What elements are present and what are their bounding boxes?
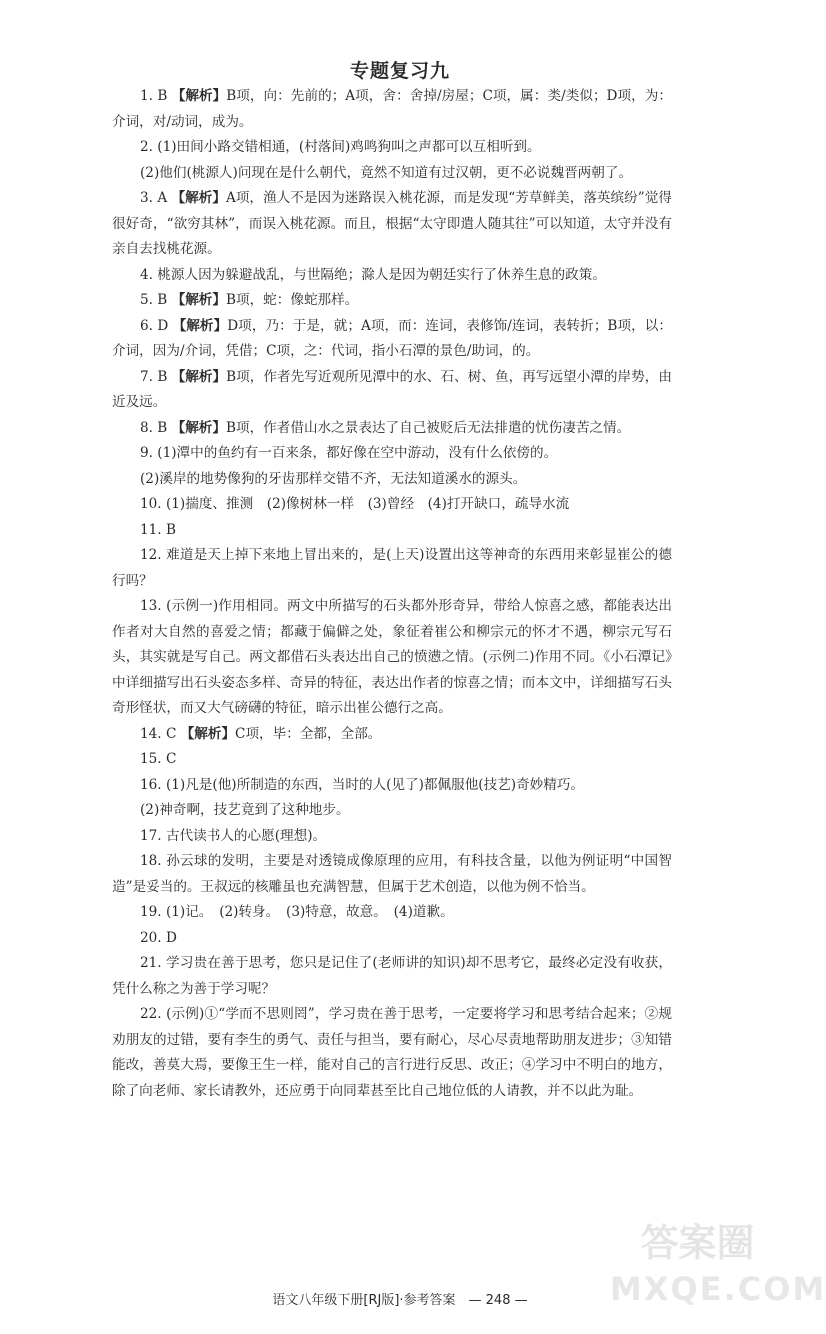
answer-number: 21. [140,955,167,971]
answer-item [112,314,672,365]
answer-number: 8. B [140,419,172,436]
answer-text: 孙云球的发明，主要是对透镜成像原理的应用，有科技含量，以他为例证明“中国智造”是妥当的。王叔远的核雕虽也充满智慧，但属于艺术创造，以他为例不恰当。 [112,853,672,895]
analysis-tag: 【解析】 [171,292,226,308]
answer-item [112,441,672,467]
answer-number: 6. D [140,317,173,334]
answer-item [112,135,672,161]
answer-number: 13. [140,598,167,614]
analysis-tag: 【解析】 [171,88,227,104]
page-footer: 语文八年级下册[RJ版]·参考答案 — 248 — [272,1293,528,1308]
answer-text: B项，作者借山水之景表达了自己被贬后无法排遣的忧伤凄苦之情。 [225,419,631,436]
answer-number: 5. B [140,292,172,308]
answer-text: (示例一)作用相同。两文中所描写的石头都外形奇异，带给人惊喜之感，都能表达出作者对大自然的喜爱之情；都藏于偏僻之处，象征着崔公和柳宗元的怀才不遇，柳宗元写石头，其实就是写自己。两文都借石头表达出自己的愤懑之情。(示例二)作用不同。《小石潭记》中详细描写出石头姿态多样、奇异的特征，表达出作者的惊喜之情；而本文中，详细描写石头奇形怪状，而又大气磅礴的特征，暗示出崔公德行之高。 [112,598,672,716]
answer-number: 18. [140,853,167,869]
answer-text: (2)神奇啊，技艺竟到了这种地步。 [140,802,350,818]
answer-item [112,951,672,1002]
answer-number: 1. B [140,88,172,104]
answer-text: 古代读书人的心愿(理想)。 [165,827,327,844]
answer-text: (1)凡是(他)所制造的东西，当时的人(见了)都佩服他(技艺)奇妙精巧。 [165,776,585,793]
answer-text: C项，毕：全都，全部。 [235,725,382,742]
answer-item [112,543,672,594]
answer-text: (1)潭中的鱼约有一百来条，都好像在空中游动，没有什么依傍的。 [157,445,558,461]
analysis-tag: 【解析】 [171,368,227,385]
answer-text: D项，乃：于是，就；A项，而：连词，表修饰/连词，表转折；B项，以：介词，因为/介词，凭借；C项，之：代词，指小石潭的景色/助词，的。 [112,317,672,359]
watermark-logo [610,1212,826,1322]
answer-item [112,161,672,187]
analysis-tag: 【解析】 [180,725,236,742]
answer-item [112,467,672,493]
answer-number: 7. B [140,368,172,385]
answer-number: 4. [140,266,158,283]
answer-item [112,365,672,416]
answer-item [112,1002,672,1104]
answer-item [112,926,672,952]
answer-number: 22. [140,1006,167,1022]
answer-text: B项，向：先前的；A项，舍：舍掉/房屋；C项，属：类/类似；D项，为：介词，对/动词，成为。 [112,88,673,130]
answer-item [112,263,672,289]
watermark-text: 答案圈 [640,1221,755,1265]
answer-item [112,824,672,850]
answer-item [112,773,672,799]
analysis-tag: 【解析】 [171,190,226,206]
answer-number: 9. [140,445,158,461]
answer-text: (示例)①“学而不思则罔”，学习贵在善于思考，一定要将学习和思考结合起来；②规劝朋友的过错，要有李生的勇气、责任与担当，要有耐心，尽心尽责地帮助朋友进步；③知错能改，善莫大焉，要像王生一样，能对自己的言行进行反思、改正；④学习中不明白的地方，除了向老师、家长请教外，还应勇于向同辈甚至比自己地位低的人请教，并不以此为耻。 [112,1006,672,1099]
answer-body [112,84,672,1104]
answer-item [112,84,672,135]
analysis-tag: 【解析】 [171,419,226,436]
answer-text: (2)溪岸的地势像狗的牙齿那样交错不齐，无法知道溪水的源头。 [140,470,527,487]
answer-text: B项，作者先写近观所见潭中的水、石、树、鱼，再写远望小潭的岸势，由近及远。 [112,368,672,410]
answer-text: 桃源人因为躲避战乱，与世隔绝；滁人是因为朝廷实行了休养生息的政策。 [157,266,606,283]
answer-item [112,900,672,926]
answer-number: 16. [140,776,166,793]
answer-item [112,518,672,544]
answer-text: B项，蛇：像蛇那样。 [225,292,359,308]
answer-text: (1)田间小路交错相通，(村落间)鸡鸣狗叫之声都可以互相听到。 [157,139,541,155]
answer-number: 19. [140,904,166,920]
analysis-tag: 【解析】 [172,317,228,334]
page-title: 专题复习九 [349,60,450,82]
answer-item [112,288,672,314]
answer-item [112,747,672,773]
answer-number: 17. [140,827,166,844]
answer-text: 难道是天上掉下来地上冒出来的，是(上天)设置出这等神奇的东西用来彰显崔公的德行吗？ [112,547,672,589]
answer-item [112,492,672,518]
answer-text: (1)揣度、推测 (2)像树林一样 (3)曾经 (4)打开缺口，疏导水流 [165,496,570,512]
answer-number: 14. C [140,725,181,742]
answer-item [112,594,672,722]
answer-text: A项，渔人不是因为迷路误入桃花源，而是发现“芳草鲜美，落英缤纷”觉得很好奇，“欲穷其林”，而误入桃花源。而且，根据“太守即遣人随其往”可以知道，太守并没有亲自去找桃花源。 [112,190,672,257]
answer-number: 3. A [140,190,172,206]
answer-text: 学习贵在善于思考，您只是记住了(老师讲的知识)却不思考它，最终必定没有收获，凭什么称之为善于学习呢？ [112,955,672,997]
answer-number: 11. B [140,521,176,538]
answer-number: 20. D [140,929,177,946]
answer-number: 10. [140,496,166,512]
answer-item [112,849,672,900]
answer-item [112,722,672,748]
answer-item [112,798,672,824]
answer-item [112,416,672,442]
answer-text: (2)他们(桃源人)问现在是什么朝代，竟然不知道有过汉朝，更不必说魏晋两朝了。 [140,164,633,181]
watermark-url: MXQE.COM [610,1270,826,1308]
answer-number: 12. [140,547,167,563]
answer-number: 2. [140,139,158,155]
answer-text: (1)记。 (2)转身。 (3)特意，故意。 (4)道歉。 [165,904,454,920]
answer-number: 15. C [140,751,177,767]
answer-item [112,186,672,263]
